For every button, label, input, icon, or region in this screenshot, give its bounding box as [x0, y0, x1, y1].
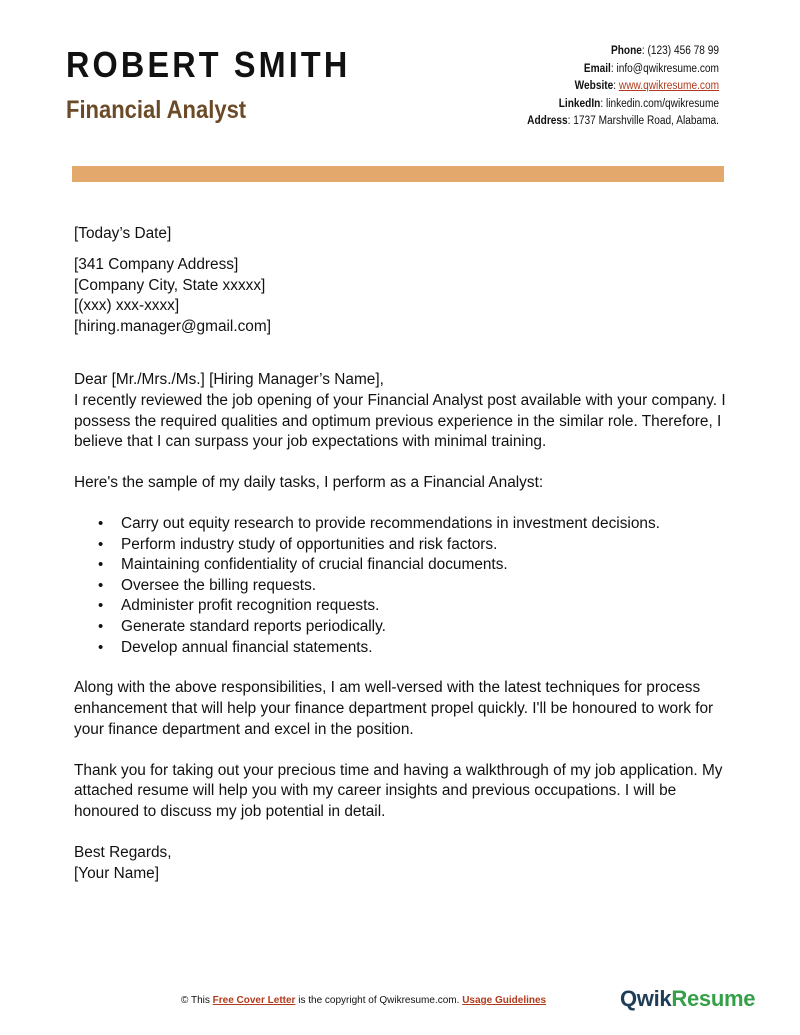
bullet-icon: • [98, 638, 104, 656]
address-label: Address [527, 115, 568, 128]
recipient-line: [341 Company Address] [74, 255, 239, 273]
email-label: Email [583, 62, 611, 75]
copyright-notice [181, 995, 546, 1006]
letter-body [74, 224, 734, 885]
list-item [74, 535, 734, 556]
list-item [74, 514, 734, 535]
bullet-icon: • [98, 617, 104, 635]
bullet-icon: • [98, 556, 104, 574]
contact-website: Website: www.qwikresume.com [574, 80, 719, 93]
task-text: Perform industry study of opportunities and risk factors. [121, 535, 498, 553]
bullet-icon: • [98, 514, 104, 532]
phone-value: (123) 456 78 99 [647, 45, 719, 57]
task-text: Develop annual financial statements. [121, 638, 373, 656]
applicant-name: ROBERT SMITH [66, 44, 351, 85]
copyright-middle: is the copyright of Qwikresume.com. [295, 995, 463, 1006]
bullet-icon: • [98, 535, 104, 553]
recipient-line: [Company City, State xxxxx] [74, 276, 266, 294]
salutation: Dear [Mr./Mrs./Ms.] [Hiring Manager’s Name], [74, 370, 384, 388]
task-text: Administer profit recognition requests. [121, 597, 380, 615]
logo-part-resume: Resume [671, 986, 756, 1011]
email-value: info@qwikresume.com [616, 62, 719, 75]
recipient-line: [hiring.manager@gmail.com] [74, 318, 271, 336]
website-label: Website [574, 80, 614, 93]
bullet-icon: • [98, 576, 104, 594]
signature: [Your Name] [74, 864, 159, 882]
contact-email: Email: info@qwikresume.com [583, 62, 719, 75]
list-item [74, 576, 734, 597]
list-item [74, 596, 734, 617]
paragraph-intro: I recently reviewed the job opening of your Financial Analyst post available with your company. I possess the required qualities and optimum previous experience in the similar role. Therefore, I believe that I can surpass your job expectations with minimal training. [74, 391, 726, 451]
logo-part-qwik: Qwik [620, 986, 672, 1011]
website-link[interactable]: www.qwikresume.com [618, 80, 719, 93]
phone-label: Phone [610, 45, 642, 57]
letter-date: [Today’s Date] [74, 225, 172, 242]
paragraph-responsibilities: Along with the above responsibilities, I am well-versed with the latest techniques for process enhancement that will help your finance department propel quickly. I'll be honoured to work for your finance department and excel in the position. [74, 679, 714, 738]
paragraph-thanks: Thank you for taking out your precious time and having a walkthrough of my job application. My attached resume will help you with my career insights and previous occupations. I will be honoured to discuss my job potential in detail. [74, 761, 723, 821]
task-text: Maintaining confidentiality of crucial financial documents. [121, 556, 508, 574]
closing: Best Regards, [74, 843, 172, 861]
contact-linkedin: LinkedIn: linkedin.com/qwikresume [558, 97, 719, 110]
task-text: Carry out equity research to provide recommendations in investment decisions. [121, 514, 660, 532]
recipient-line: [(xxx) xxx-xxxx] [74, 297, 180, 315]
list-item [74, 555, 734, 576]
linkedin-label: LinkedIn [558, 97, 601, 110]
usage-guidelines-link[interactable]: Usage Guidelines [462, 995, 547, 1006]
qwikresume-logo[interactable] [620, 986, 755, 1012]
list-item [74, 617, 734, 638]
task-list [74, 514, 734, 658]
linkedin-value: linkedin.com/qwikresume [605, 97, 719, 110]
task-text: Oversee the billing requests. [121, 576, 317, 594]
address-value: 1737 Marshville Road, Alabama. [573, 115, 719, 128]
bullet-icon: • [98, 597, 104, 615]
list-item [74, 638, 734, 659]
accent-divider [72, 166, 724, 182]
task-text: Generate standard reports periodically. [121, 617, 386, 635]
free-cover-letter-link[interactable]: Free Cover Letter [212, 995, 296, 1006]
contact-address: Address: 1737 Marshville Road, Alabama. [527, 115, 719, 128]
tasks-intro: Here's the sample of my daily tasks, I perform as a Financial Analyst: [74, 474, 544, 492]
contact-phone: Phone: (123) 456 78 99 [610, 45, 719, 57]
contact-block [527, 43, 719, 131]
copyright-prefix: © This [181, 995, 213, 1006]
job-title: Financial Analyst [66, 96, 247, 124]
